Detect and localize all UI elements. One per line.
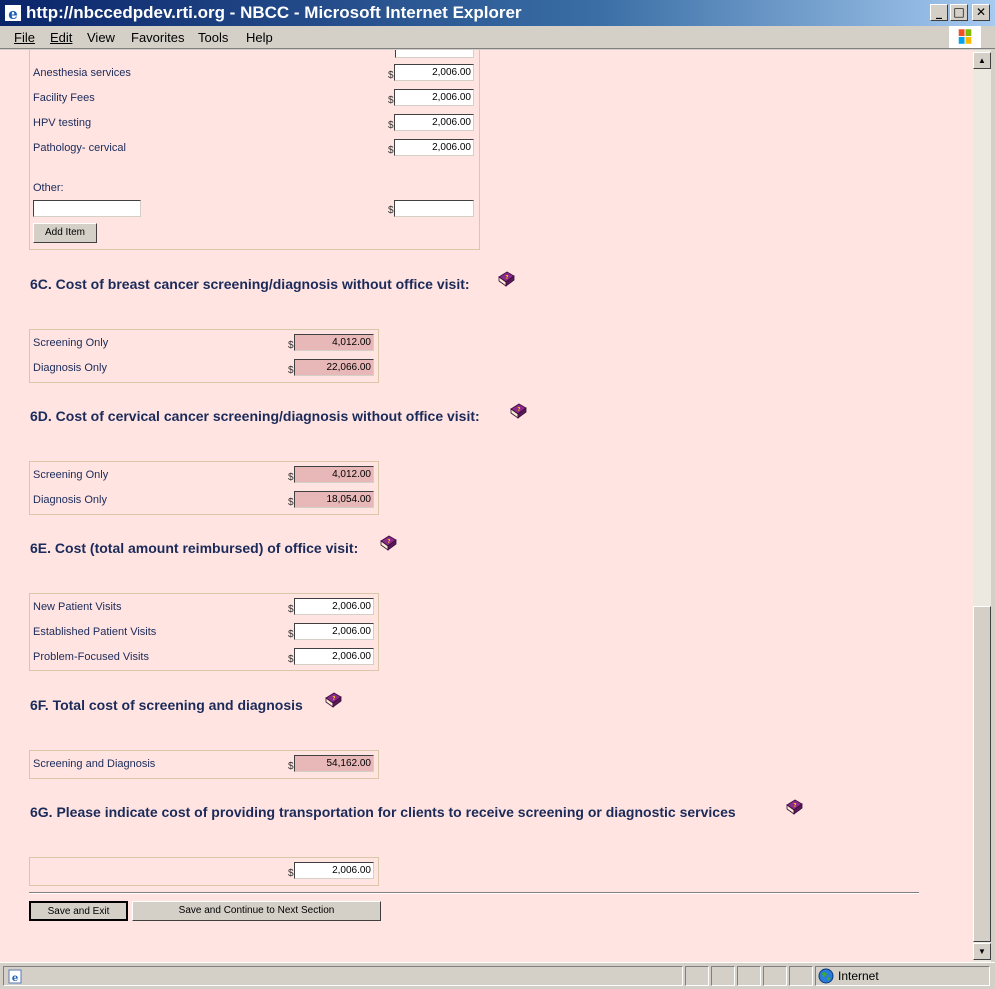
item-label: Pathology- cervical: [33, 142, 126, 154]
svg-text:?: ?: [517, 407, 521, 413]
currency-symbol: $: [288, 340, 294, 351]
status-text-cell: [3, 966, 683, 986]
menu-file[interactable]: File: [14, 30, 35, 45]
breast-diagnosis-cost-field: 22,066.00: [294, 359, 374, 376]
help-book-icon[interactable]: [509, 403, 527, 419]
divider: [29, 892, 919, 894]
maximize-button[interactable]: □: [950, 4, 968, 21]
scroll-up-icon[interactable]: ▲: [973, 52, 991, 69]
status-cell: [763, 966, 787, 986]
currency-symbol: $: [388, 145, 394, 156]
new-patient-visits-input[interactable]: 2,006.00: [294, 598, 374, 615]
transportation-cost-input[interactable]: 2,006.00: [294, 862, 374, 879]
status-cell: [711, 966, 735, 986]
currency-symbol: $: [288, 761, 294, 772]
currency-symbol: $: [388, 205, 394, 216]
svg-text:?: ?: [387, 539, 391, 545]
status-cell: [789, 966, 813, 986]
scroll-down-icon[interactable]: ▼: [973, 943, 991, 960]
currency-symbol: $: [288, 654, 294, 665]
cervical-screening-cost-field: 4,012.00: [294, 466, 374, 483]
menu-bar: [0, 26, 995, 49]
close-button[interactable]: ✕: [972, 4, 990, 21]
currency-symbol: $: [388, 120, 394, 131]
help-book-icon[interactable]: [497, 271, 515, 287]
add-item-button[interactable]: Add Item: [33, 223, 97, 243]
currency-symbol: $: [388, 70, 394, 81]
security-zone-cell: [815, 966, 990, 986]
currency-symbol: $: [288, 365, 294, 376]
diagnosis-only-label: Diagnosis Only: [33, 494, 107, 506]
other-item-name-input[interactable]: [33, 200, 141, 217]
established-patient-visits-input[interactable]: 2,006.00: [294, 623, 374, 640]
currency-symbol: $: [288, 497, 294, 508]
internet-explorer-icon: [4, 4, 22, 22]
currency-symbol: $: [388, 95, 394, 106]
svg-text:e: e: [8, 5, 18, 22]
anesthesia-amount-input[interactable]: 2,006.00: [394, 64, 474, 81]
currency-symbol: $: [288, 604, 294, 615]
section-6c-heading: 6C. Cost of breast cancer screening/diagnosis without office visit:: [30, 276, 470, 292]
breast-screening-cost-field: 4,012.00: [294, 334, 374, 351]
partial-amount-input[interactable]: [395, 50, 474, 58]
page-icon: [7, 969, 23, 984]
item-label: HPV testing: [33, 117, 92, 129]
screening-and-diagnosis-label: Screening and Diagnosis: [33, 758, 156, 770]
other-item-amount-input[interactable]: [394, 200, 474, 217]
minimize-button[interactable]: _: [930, 4, 948, 21]
facility-fees-amount-input[interactable]: 2,006.00: [394, 89, 474, 106]
svg-text:?: ?: [505, 275, 509, 281]
scrollbar-thumb[interactable]: [973, 606, 991, 942]
screening-only-label: Screening Only: [33, 337, 109, 349]
hpv-testing-amount-input[interactable]: 2,006.00: [394, 114, 474, 131]
new-patient-visits-label: New Patient Visits: [33, 601, 122, 613]
menu-edit[interactable]: Edit: [50, 30, 73, 45]
help-book-icon[interactable]: [324, 692, 342, 708]
status-cell: [737, 966, 761, 986]
windows-logo-icon: [949, 26, 981, 48]
established-patient-visits-label: Established Patient Visits: [33, 626, 157, 638]
cervical-diagnosis-cost-field: 18,054.00: [294, 491, 374, 508]
window-title: http://nbccedpdev.rti.org - NBCC - Microsoft Internet Explorer: [26, 3, 522, 22]
title-bar: [0, 0, 995, 26]
help-book-icon[interactable]: [379, 535, 397, 551]
problem-focused-visits-input[interactable]: 2,006.00: [294, 648, 374, 665]
currency-symbol: $: [288, 868, 294, 879]
menu-help[interactable]: Help: [246, 30, 273, 45]
vertical-scrollbar[interactable]: [973, 50, 991, 962]
svg-text:?: ?: [793, 803, 797, 809]
window-border: [991, 50, 995, 962]
svg-text:?: ?: [332, 696, 336, 702]
currency-symbol: $: [288, 472, 294, 483]
section-6g-heading: 6G. Please indicate cost of providing transportation for clients to receive screening or diagnostic services: [30, 804, 736, 820]
menu-favorites[interactable]: Favorites: [131, 30, 185, 45]
globe-icon: [818, 968, 834, 984]
section-6f-heading: 6F. Total cost of screening and diagnosis: [30, 697, 303, 713]
save-and-continue-button[interactable]: Save and Continue to Next Section: [132, 901, 381, 921]
svg-text:e: e: [11, 973, 19, 984]
section-6e-heading: 6E. Cost (total amount reimbursed) of office visit:: [30, 540, 359, 556]
item-label: Facility Fees: [33, 92, 95, 104]
status-bar: [0, 962, 995, 989]
status-cell: [685, 966, 709, 986]
help-book-icon[interactable]: [785, 799, 803, 815]
screening-only-label: Screening Only: [33, 469, 109, 481]
other-label: Other:: [33, 182, 64, 194]
zone-label: Internet: [838, 969, 879, 983]
section-6d-heading: 6D. Cost of cervical cancer screening/diagnosis without office visit:: [30, 408, 480, 424]
diagnosis-only-label: Diagnosis Only: [33, 362, 107, 374]
pathology-cervical-amount-input[interactable]: 2,006.00: [394, 139, 474, 156]
currency-symbol: $: [288, 629, 294, 640]
total-cost-field: 54,162.00: [294, 755, 374, 772]
save-and-exit-button[interactable]: Save and Exit: [29, 901, 128, 921]
item-label: Anesthesia services: [33, 67, 131, 79]
menu-view[interactable]: View: [87, 30, 115, 45]
page-content: [0, 50, 973, 962]
problem-focused-visits-label: Problem-Focused Visits: [33, 651, 149, 663]
menu-tools[interactable]: Tools: [198, 30, 229, 45]
